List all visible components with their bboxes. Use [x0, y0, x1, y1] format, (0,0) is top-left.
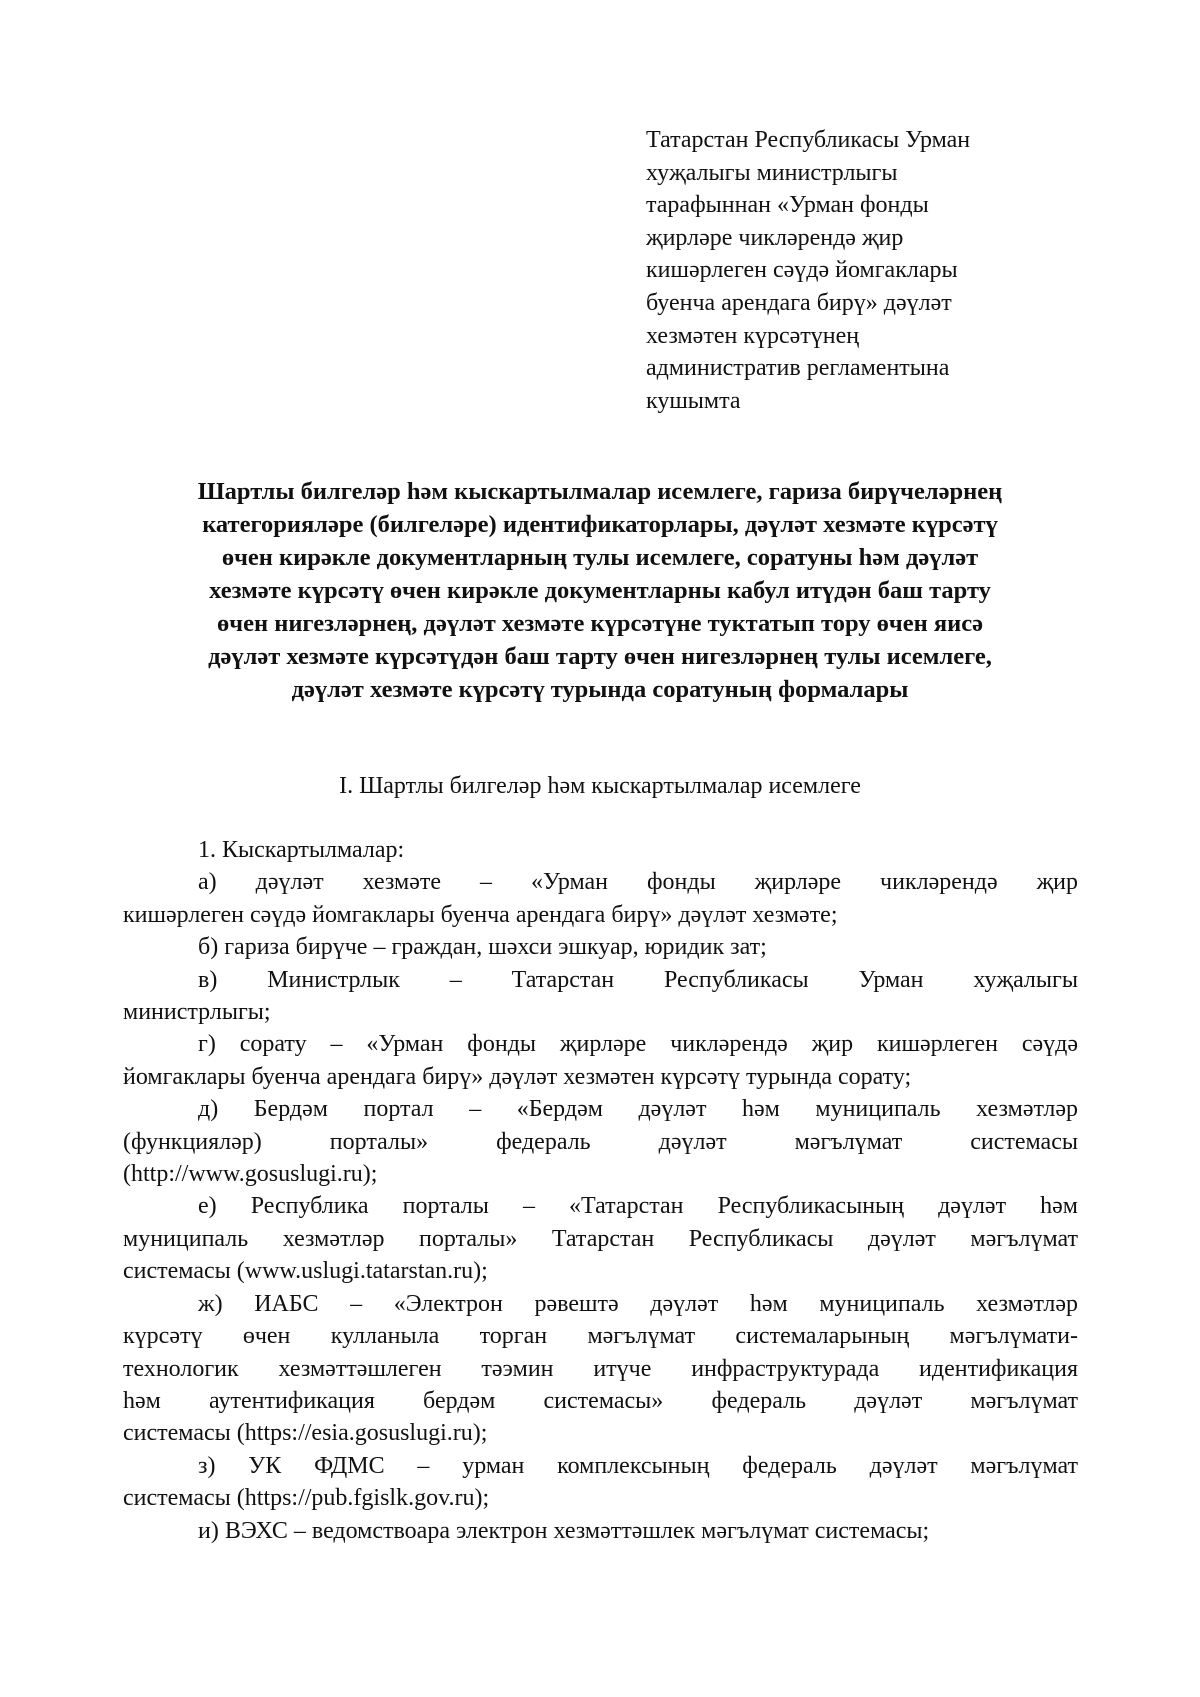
body-line: в) Министрлык – Татарстан Республикасы Урман хуҗалыгы — [198, 966, 1078, 993]
body-line: 1. Кыскартылмалар: — [198, 837, 405, 863]
annex-line: тарафыннан «Урман фонды — [646, 192, 929, 219]
body-line: д) Бердәм портал – «Бердәм дәүләт һәм муниципаль хезмәтләр — [198, 1096, 1078, 1123]
body-line: б) гариза бирүче – граждан, шәхси эшкуар, юридик зат; — [198, 934, 767, 961]
annex-line: кишәрлеген сәүдә йомгаклары — [646, 257, 958, 284]
annex-line: буенча арендага бирү» дәүләт — [646, 289, 952, 316]
annex-line: кушымта — [646, 387, 741, 414]
body-line: з) УК ФДМС – урман комплексының федераль дәүләт мәгълүмат — [198, 1452, 1078, 1479]
body-line: күрсәтү өчен кулланыла торган мәгълүмат системаларының мәгълүмати- — [123, 1323, 1078, 1350]
body-line: ж) ИАБС – «Электрон рәвештә дәүләт һәм муниципаль хезмәтләр — [198, 1290, 1078, 1317]
body-line: (http://www.gosuslugi.ru); — [123, 1161, 378, 1188]
body-line: а) дәүләт хезмәте – «Урман фонды җирләре чикләрендә җир — [198, 869, 1078, 896]
title-line: өчен нигезләрнең, дәүләт хезмәте күрсәтүне туктатып тору өчен яисә — [217, 610, 983, 637]
body-line: һәм аутентификация бердәм системасы» федераль дәүләт мәгълүмат — [123, 1387, 1078, 1414]
body-line: муниципаль хезмәтләр порталы» Татарстан Республикасы дәүләт мәгълүмат — [123, 1225, 1078, 1252]
title-line: хезмәте күрсәтү өчен кирәкле документларны кабул итүдән баш тарту — [209, 577, 991, 604]
body-line: йомгаклары буенча арендага бирү» дәүләт хезмәтен күрсәтү турында сорату; — [123, 1063, 912, 1090]
body-line: е) Республика порталы – «Татарстан Республикасының дәүләт һәм — [198, 1193, 1078, 1220]
title-line: дәүләт хезмәте күрсәтү турында соратуның формалары — [291, 676, 909, 703]
document-title — [118, 475, 1082, 706]
annex-line: хуҗалыгы министрлыгы — [646, 159, 898, 186]
body-line: министрлыгы; — [123, 999, 271, 1026]
title-line: Шартлы билгеләр һәм кыскартылмалар исемлеге, гариза бирүчеләрнең — [197, 478, 1003, 505]
annex-line: җирләре чикләрендә җир — [646, 224, 904, 251]
title-line: өчен кирәкле документларның тулы исемлеге, соратуны һәм дәүләт — [221, 544, 979, 571]
body-line: системасы (www.uslugi.tatarstan.ru); — [123, 1258, 488, 1285]
body-line: и) ВЭХС – ведомствоара электрон хезмәттәшлек мәгълүмат системасы; — [198, 1517, 930, 1544]
abbreviations-list — [123, 834, 1078, 1547]
section-heading: I. Шартлы билгеләр һәм кыскартылмалар исемлеге — [339, 773, 861, 799]
body-line: технологик хезмәттәшлеген тәэмин итүче инфраструктурада идентификация — [123, 1355, 1078, 1382]
body-line: системасы (https://esia.gosuslugi.ru); — [123, 1420, 488, 1447]
annex-line: Татарстан Республикасы Урман — [646, 127, 971, 153]
title-line: категорияләре (билгеләре) идентификаторлары, дәүләт хезмәте күрсәтү — [202, 511, 998, 538]
body-line: системасы (https://pub.fgislk.gov.ru); — [123, 1485, 490, 1512]
title-line: дәүләт хезмәте күрсәтүдән баш тарту өчен нигезләрнең тулы исемлеге, — [208, 643, 992, 670]
body-line: г) сорату – «Урман фонды җирләре чикләрендә җир кишәрлеген сәүдә — [198, 1031, 1078, 1058]
annex-line: административ регламентына — [646, 355, 950, 382]
body-line: (функцияләр) порталы» федераль дәүләт мәгълүмат системасы — [123, 1128, 1078, 1155]
body-line: кишәрлеген сәүдә йомгаклары буенча арендага бирү» дәүләт хезмәте; — [123, 901, 838, 928]
annex-line: хезмәтен күрсәтүнең — [646, 322, 860, 349]
annex-note — [646, 124, 1086, 417]
